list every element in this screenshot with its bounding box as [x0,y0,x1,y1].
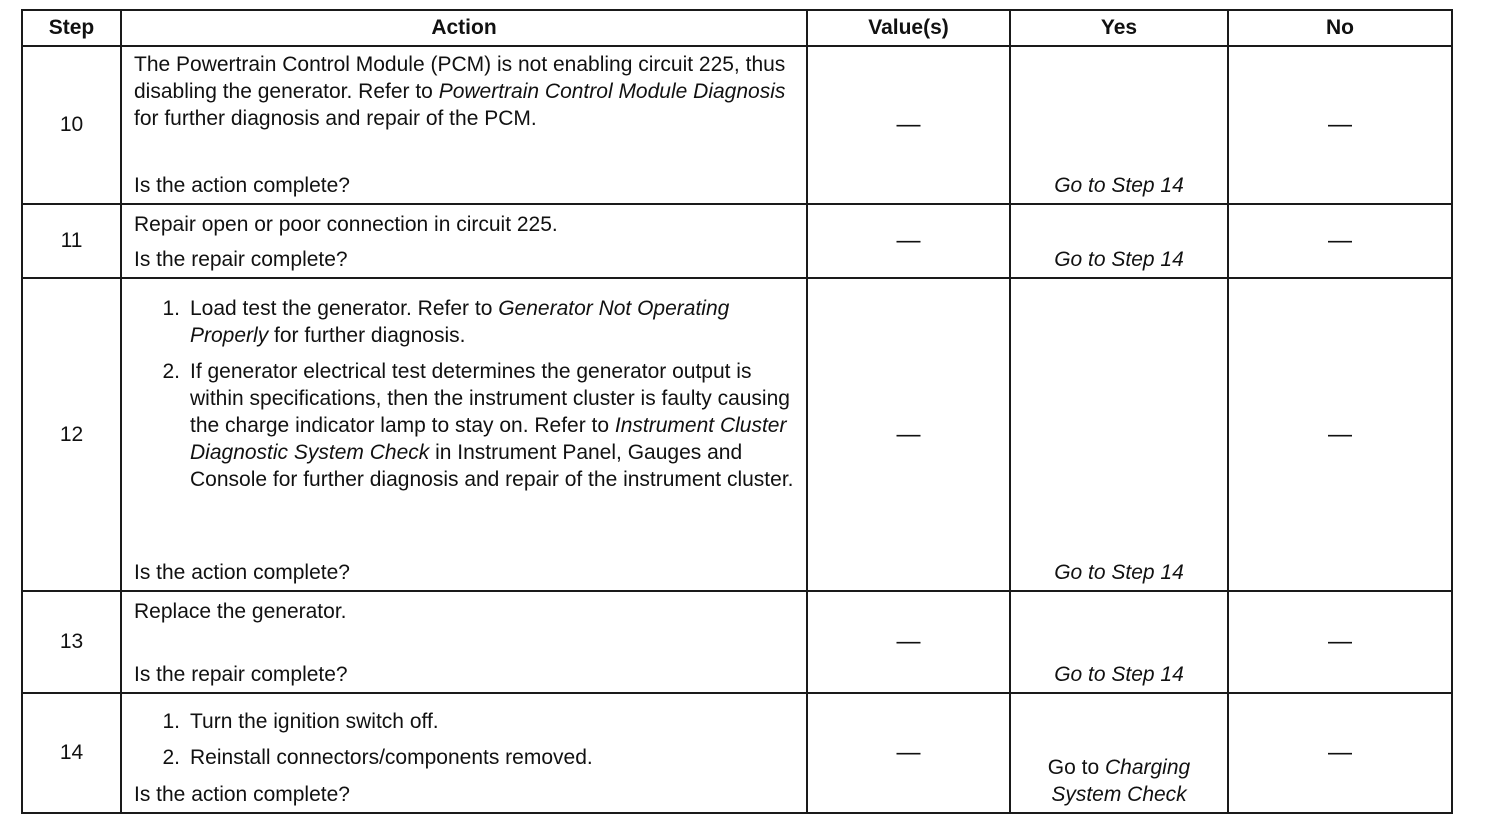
action-cell [121,46,807,204]
action-cell [121,693,807,813]
header-row [22,10,1452,46]
action-cell [121,278,807,591]
table-row [22,46,1452,204]
header-values: Value(s) [807,10,1010,46]
no-cell: — [1228,591,1452,693]
step-number: 13 [22,591,121,693]
no-cell: — [1228,693,1452,813]
list-item: 2. If generator electrical test determines the generator output is within specifications, then the instrument cluster is faulty causing the charge indicator lamp to stay on. Refer to Instrument Cluster Diagnostic System Check in Instrument Panel, Gauges and Console for further diagnosis and repair of the instrument cluster. [162,360,794,491]
no-cell: — [1228,46,1452,204]
yes-cell [1010,46,1228,204]
action-question: Is the action complete? [134,783,350,806]
header-action: Action [121,10,807,46]
action-cell [121,591,807,693]
no-cell: — [1228,204,1452,278]
yes-cell [1010,591,1228,693]
table-row [22,278,1452,591]
value-cell: — [807,693,1010,813]
action-question: Is the repair complete? [134,248,348,271]
reference-link-text: Powertrain Control Module Diagnosis [438,80,786,103]
yes-cell [1010,278,1228,591]
yes-result: Go to Step 14 [1054,561,1184,584]
header-step: Step [22,10,121,46]
list-item: 1. Turn the ignition switch off. [162,710,439,733]
list-item: 1. Load test the generator. Refer to Generator Not Operating Properly for further diagnosis. [162,297,730,347]
yes-result: Go to Step 14 [1054,663,1184,686]
no-cell: — [1228,278,1452,591]
diagnostic-table [21,9,1453,814]
table-row [22,693,1452,813]
action-question: Is the action complete? [134,561,350,584]
header-no: No [1228,10,1452,46]
table-row [22,591,1452,693]
value-cell: — [807,591,1010,693]
yes-result: Go to Step 14 [1054,174,1184,197]
action-text: Repair open or poor connection in circuit 225. [134,213,558,236]
action-question: Is the repair complete? [134,663,348,686]
yes-result: Go to Charging System Check [1047,756,1191,806]
yes-result: Go to Step 14 [1054,248,1184,271]
step-number: 11 [22,204,121,278]
header-yes: Yes [1010,10,1228,46]
value-cell: — [807,46,1010,204]
table-row [22,204,1452,278]
reference-link-text: Generator Not Operating Properly [190,297,730,347]
list-item: 2. Reinstall connectors/components removed. [162,746,593,769]
value-cell: — [807,204,1010,278]
step-number: 12 [22,278,121,591]
action-text: The Powertrain Control Module (PCM) is not enabling circuit 225, thus disabling the generator. Refer to Powertrain Control Module Diagnosis for further diagnosis and repair of the PCM. [134,53,786,130]
value-cell: — [807,278,1010,591]
yes-cell [1010,204,1228,278]
step-number: 10 [22,46,121,204]
action-text: Replace the generator. [134,600,347,623]
step-number: 14 [22,693,121,813]
action-cell [121,204,807,278]
yes-cell [1010,693,1228,813]
reference-link-text: Instrument Cluster Diagnostic System Check [190,414,787,464]
action-question: Is the action complete? [134,174,350,197]
